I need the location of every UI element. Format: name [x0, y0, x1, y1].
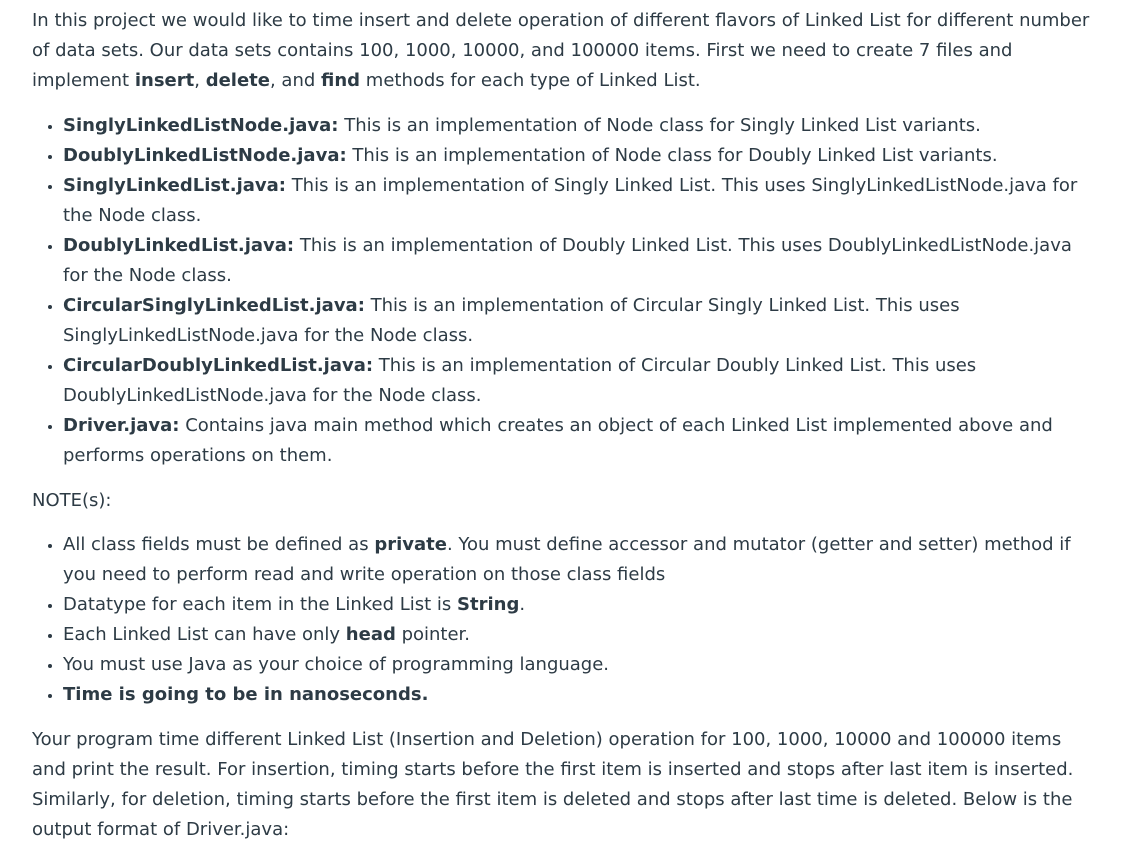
note-bold: Time is going to be in nanoseconds.	[63, 684, 429, 705]
note-text: .	[519, 594, 526, 615]
file-list-item	[63, 411, 1098, 471]
file-description: This is an implementation of Singly Linked List. This uses SinglyLinkedListNode.java for the Node class.	[63, 175, 1078, 226]
note-text: All class fields must be defined as	[63, 534, 375, 555]
note-text: You must use Java as your choice of programming language.	[63, 654, 610, 675]
file-description: This is an implementation of Doubly Linked List. This uses DoublyLinkedListNode.java for the Node class.	[63, 235, 1072, 286]
file-list-item	[63, 291, 1098, 351]
file-list-item	[63, 351, 1098, 411]
intro-bold-insert: insert	[134, 70, 195, 91]
file-description: This is an implementation of Node class for Singly Linked List variants.	[338, 115, 981, 136]
file-description: This is an implementation of Circular Doubly Linked List. This uses DoublyLinkedListNode.java for the Node class.	[63, 355, 977, 406]
file-list-item	[63, 141, 1098, 171]
note-bold: head	[345, 624, 396, 645]
file-name: DoublyLinkedListNode.java:	[63, 145, 347, 166]
file-name: SinglyLinkedListNode.java:	[63, 115, 339, 136]
note-text: Each Linked List can have only	[63, 624, 346, 645]
file-list	[32, 111, 1098, 471]
note-item-java	[63, 650, 1098, 680]
file-list-item	[63, 111, 1098, 141]
file-name: CircularDoublyLinkedList.java:	[63, 355, 374, 376]
note-text: . You must define accessor and mutator (getter and setter) method if you need to perform read and write operation on those class fields	[63, 534, 1071, 585]
intro-and: , and	[269, 70, 322, 91]
file-description: This is an implementation of Node class for Doubly Linked List variants.	[346, 145, 998, 166]
file-description: Contains java main method which creates an object of each Linked List implemented above and performs operations on them.	[63, 415, 1053, 466]
intro-bold-delete: delete	[205, 70, 270, 91]
note-item-time	[63, 680, 1098, 710]
file-list-item	[63, 231, 1098, 291]
file-name: SinglyLinkedList.java:	[63, 175, 286, 196]
outro-paragraph: Your program time different Linked List (Insertion and Deletion) operation for 100, 1000, 10000 and 100000 items and print the result. For insertion, timing starts before the first item is inserted and stops after last item is inserted. Similarly, for deletion, timing starts before the first item is deleted and stops after last time is deleted. Below is the output format of Driver.java:	[32, 729, 1074, 840]
note-text: pointer.	[395, 624, 471, 645]
notes-heading: NOTE(s):	[32, 490, 112, 511]
intro-text-1: In this project we would like to time insert and delete operation of different flavors of Linked List for different number of data sets. Our data sets contains 100, 1000, 10000, and 100000 items. First we need to create 7 files and implement	[32, 10, 1090, 91]
intro-comma: ,	[194, 70, 206, 91]
note-bold: private	[374, 534, 447, 555]
note-item-datatype	[63, 590, 1098, 620]
file-description: This is an implementation of Circular Singly Linked List. This uses SinglyLinkedListNode.java for the Node class.	[63, 295, 960, 346]
notes-list	[32, 530, 1098, 710]
intro-bold-find: find	[321, 70, 361, 91]
file-list-item	[63, 171, 1098, 231]
note-item-private	[63, 530, 1098, 590]
note-text: Datatype for each item in the Linked List is	[63, 594, 458, 615]
note-item-head	[63, 620, 1098, 650]
intro-text-2: methods for each type of Linked List.	[360, 70, 701, 91]
intro-paragraph	[32, 6, 1098, 96]
file-name: Driver.java:	[63, 415, 180, 436]
file-name: DoublyLinkedList.java:	[63, 235, 295, 256]
file-name: CircularSinglyLinkedList.java:	[63, 295, 365, 316]
note-bold: String	[457, 594, 520, 615]
